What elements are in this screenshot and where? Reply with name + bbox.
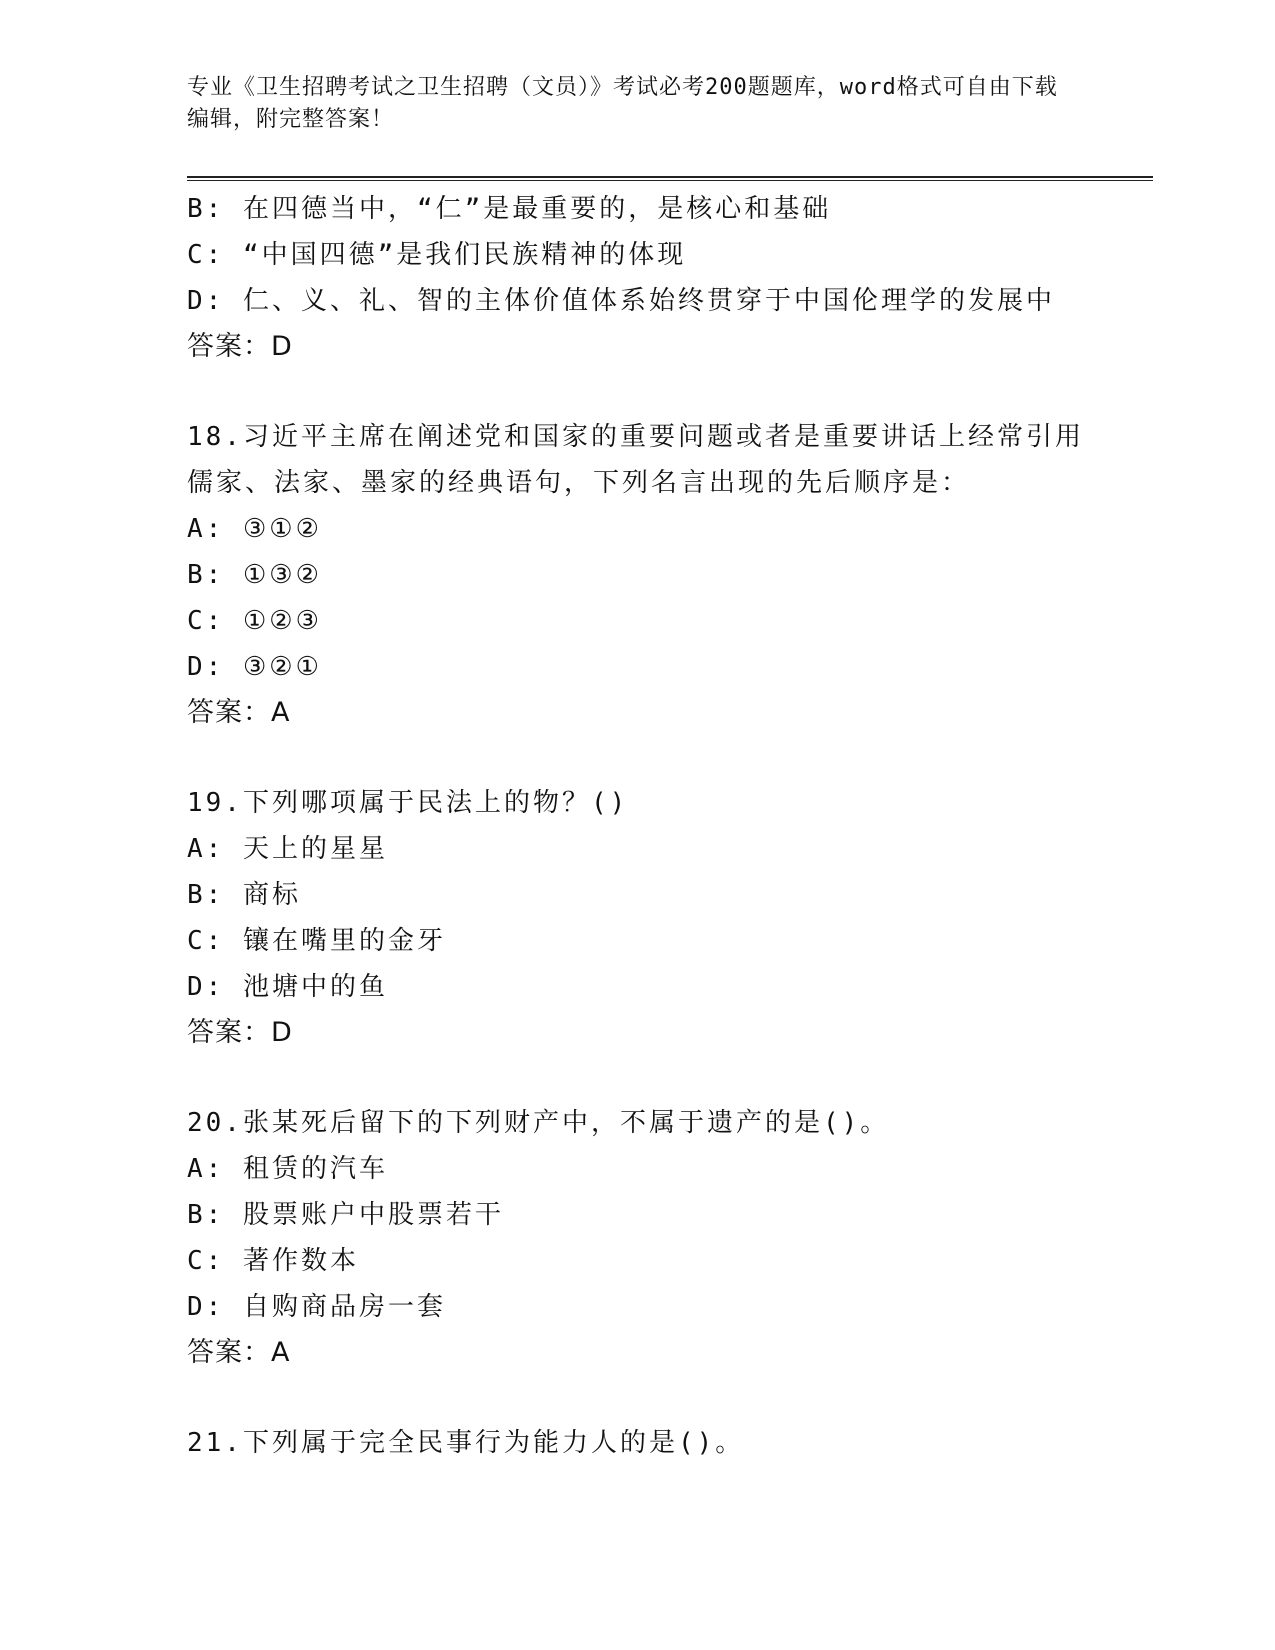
option-d: D: 池塘中的鱼 <box>187 972 388 1002</box>
answer-label: 答案：D <box>187 1017 293 1048</box>
option-b: B: ①③② <box>187 560 322 590</box>
question-block-17 <box>187 186 1147 370</box>
question-text: 19.下列哪项属于民法上的物？() <box>187 788 629 818</box>
option-c: C: 著作数本 <box>187 1246 359 1276</box>
option-d: D: 自购商品房一套 <box>187 1292 446 1322</box>
answer-label: 答案：D <box>187 331 293 362</box>
question-text-line2: 儒家、法家、墨家的经典语句，下列名言出现的先后顺序是： <box>187 468 971 498</box>
option-d: D: 仁、义、礼、智的主体价值体系始终贯穿于中国伦理学的发展中 <box>187 286 1055 316</box>
option-b: B: 股票账户中股票若干 <box>187 1200 504 1230</box>
question-text: 21.下列属于完全民事行为能力人的是()。 <box>187 1428 745 1458</box>
option-d: D: ③②① <box>187 652 322 682</box>
header-divider <box>187 176 1153 181</box>
question-block-18 <box>187 414 1147 736</box>
question-text: 20.张某死后留下的下列财产中，不属于遗产的是()。 <box>187 1108 890 1138</box>
answer-label: 答案：A <box>187 1337 291 1368</box>
option-c: C: ①②③ <box>187 606 322 636</box>
question-text-line1: 18.习近平主席在阐述党和国家的重要问题或者是重要讲话上经常引用 <box>187 422 1084 452</box>
option-b: B: 商标 <box>187 880 301 910</box>
option-a: A: 租赁的汽车 <box>187 1154 388 1184</box>
option-b: B: 在四德当中，“仁”是最重要的，是核心和基础 <box>187 194 832 224</box>
question-block-21 <box>187 1420 1147 1466</box>
question-block-19 <box>187 780 1147 1056</box>
option-a: A: 天上的星星 <box>187 834 388 864</box>
option-c: C: “中国四德”是我们民族精神的体现 <box>187 240 687 270</box>
option-a: A: ③①② <box>187 514 322 544</box>
page-header: 专业《卫生招聘考试之卫生招聘（文员）》考试必考200题题库，word格式可自由下载编辑，附完整答案！ <box>187 75 1058 132</box>
option-c: C: 镶在嘴里的金牙 <box>187 926 446 956</box>
answer-label: 答案：A <box>187 697 291 728</box>
question-list <box>187 186 1147 1466</box>
question-block-20 <box>187 1100 1147 1376</box>
